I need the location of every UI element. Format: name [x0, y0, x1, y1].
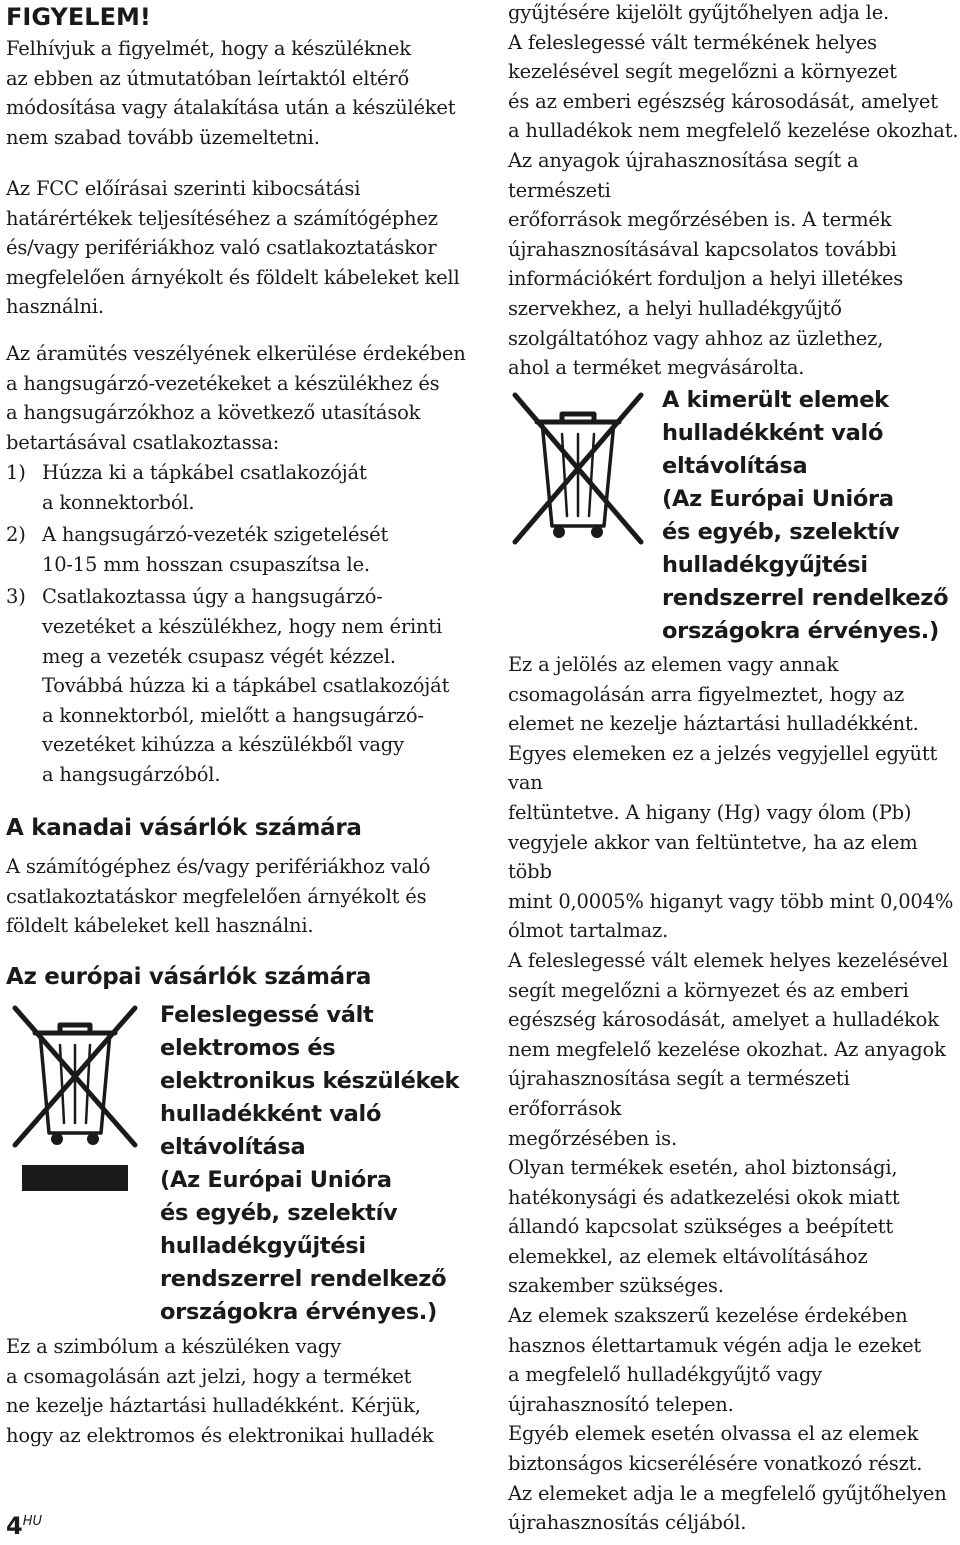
page-number [6, 1512, 42, 1540]
list-item [6, 520, 484, 579]
page-number-value: 4 [6, 1512, 23, 1540]
crossed-bin-icon [12, 1005, 138, 1195]
step-text: A hangsugárzó-vezeték szigetelését 10-15 mm hosszan csupaszítsa le. [42, 523, 389, 576]
steps-list [6, 458, 484, 790]
step-number: 1) [6, 461, 26, 484]
page-language-code: HU [22, 1514, 42, 1529]
weee-paragraph: Ez a szimbólum a készüléken vagy a csomagolásán azt jelzi, hogy a terméket ne kezelje háztartási hulladékként. Kérjük, hogy az elektromos és elektronikai hulladék [6, 1335, 434, 1447]
shock-intro: Az áramütés veszélyének elkerülése érdekében a hangsugárzó-vezetékeket a készülékhez és a hangsugárzókhoz a következő utasítások betartásával csatlakoztassa: [6, 342, 466, 454]
battery-paragraph: Ez a jelölés az elemen vagy annak csomagolásán arra figyelmeztet, hogy az elemet ne kezelje háztartási hulladékként. Egyes elemeken ez a jelzés vegyjellel együtt van feltüntetve. A higany (Hg) vagy ólom (Pb) vegyjele akkor van feltüntetve, ha az elem több mint 0,0005% higanyt vagy több mint 0,004% ólmot tartalmaz. A feleslegessé vált elemek helyes kezelésével segít megelőzni a környezet és az emberi egészség károsodását, amelyet a hulladékok nem megfelelő kezelése okozhat. Az anyagok újrahasznosítása segít a természeti erőforrások megőrzésében is. Olyan termékek esetén, ahol biztonsági, hatékonysági és adatkezelési okok miatt állandó kapcsolat szükséges a beépített elemekkel, az elemek eltávolításához szakember szükséges. Az elemek szakszerű kezelése érdekében hasznos élettartamuk végén adja le ezeket a megfelelő hulladékgyűjtő vagy újrahasznosító telepen. Egyéb elemek esetén olvassa el az elemek biztonságos kicserélésére vonatkozó részt. Az elemeket adja le a megfelelő gyűjtőhelyen újrahasznosítás céljából. [508, 653, 954, 1535]
list-item [6, 582, 484, 789]
step-text: Húzza ki a tápkábel csatlakozóját a konnektorból. [42, 461, 367, 514]
warning-text: Felhívjuk a figyelmét, hogy a készüléknek az ebben az útmutatóban leírtaktól eltérő módosítása vagy átalakítása után a készüléket nem szabad tovább üzemeltetni. [6, 37, 456, 149]
warning-title: FIGYELEM! [6, 3, 151, 31]
list-item [6, 458, 484, 517]
crossed-bin-icon [512, 392, 644, 552]
step-number: 3) [6, 585, 26, 609]
europe-heading: Az európai vásárlók számára [6, 964, 372, 990]
step-number: 2) [6, 523, 26, 547]
fcc-paragraph: Az FCC előírásai szerinti kibocsátási határértékek teljesítéséhez a számítógéphez és/vagy perifériákhoz való csatlakoztatáskor megfelelően árnyékolt és földelt kábeleket kell használni. [6, 177, 460, 319]
battery-title: A kimerült elemek hulladékként való eltávolítása (Az Európai Unióra és egyéb, szelektív hulladékgyűjtési rendszerrel rendelkező országokra érvényes.) [662, 387, 949, 644]
weee-continued: gyűjtésére kijelölt gyűjtőhelyen adja le. A feleslegessé vált termékének helyes kezelésével segít megelőzni a környezet és az emberi egészség károsodását, amelyet a hulladékok nem megfelelő kezelése okozhat. Az anyagok újrahasznosítása segít a természeti erőforrások megőrzésében is. A termék újrahasznosításával kapcsolatos további információkért forduljon a helyi illetékes szervekhez, a helyi hulladékgyűjtő szolgáltatóhoz vagy ahhoz az üzlethez, ahol a terméket megvásárolta. [508, 1, 959, 380]
canada-paragraph: A számítógéphez és/vagy perifériákhoz való csatlakoztatáskor megfelelően árnyékolt és földelt kábeleket kell használni. [6, 855, 431, 938]
canada-heading: A kanadai vásárlók számára [6, 815, 362, 841]
weee-title: Feleslegessé vált elektromos és elektronikus készülékek hulladékként való eltávolítása (Az Európai Unióra és egyéb, szelektív hulladékgyűjtési rendszerrel rendelkező országokra érvényes.) [160, 1002, 460, 1325]
step-text: Csatlakoztassa úgy a hangsugárzó- vezetéket a készülékhez, hogy nem érinti meg a vezeték csupasz végét kézzel. Továbbá húzza ki a tápkábel csatlakozóját a konnektorból, mielőtt a hangsugárzó- vezetéket kihúzza a készülékből vagy a hangsugárzóból. [42, 585, 450, 786]
